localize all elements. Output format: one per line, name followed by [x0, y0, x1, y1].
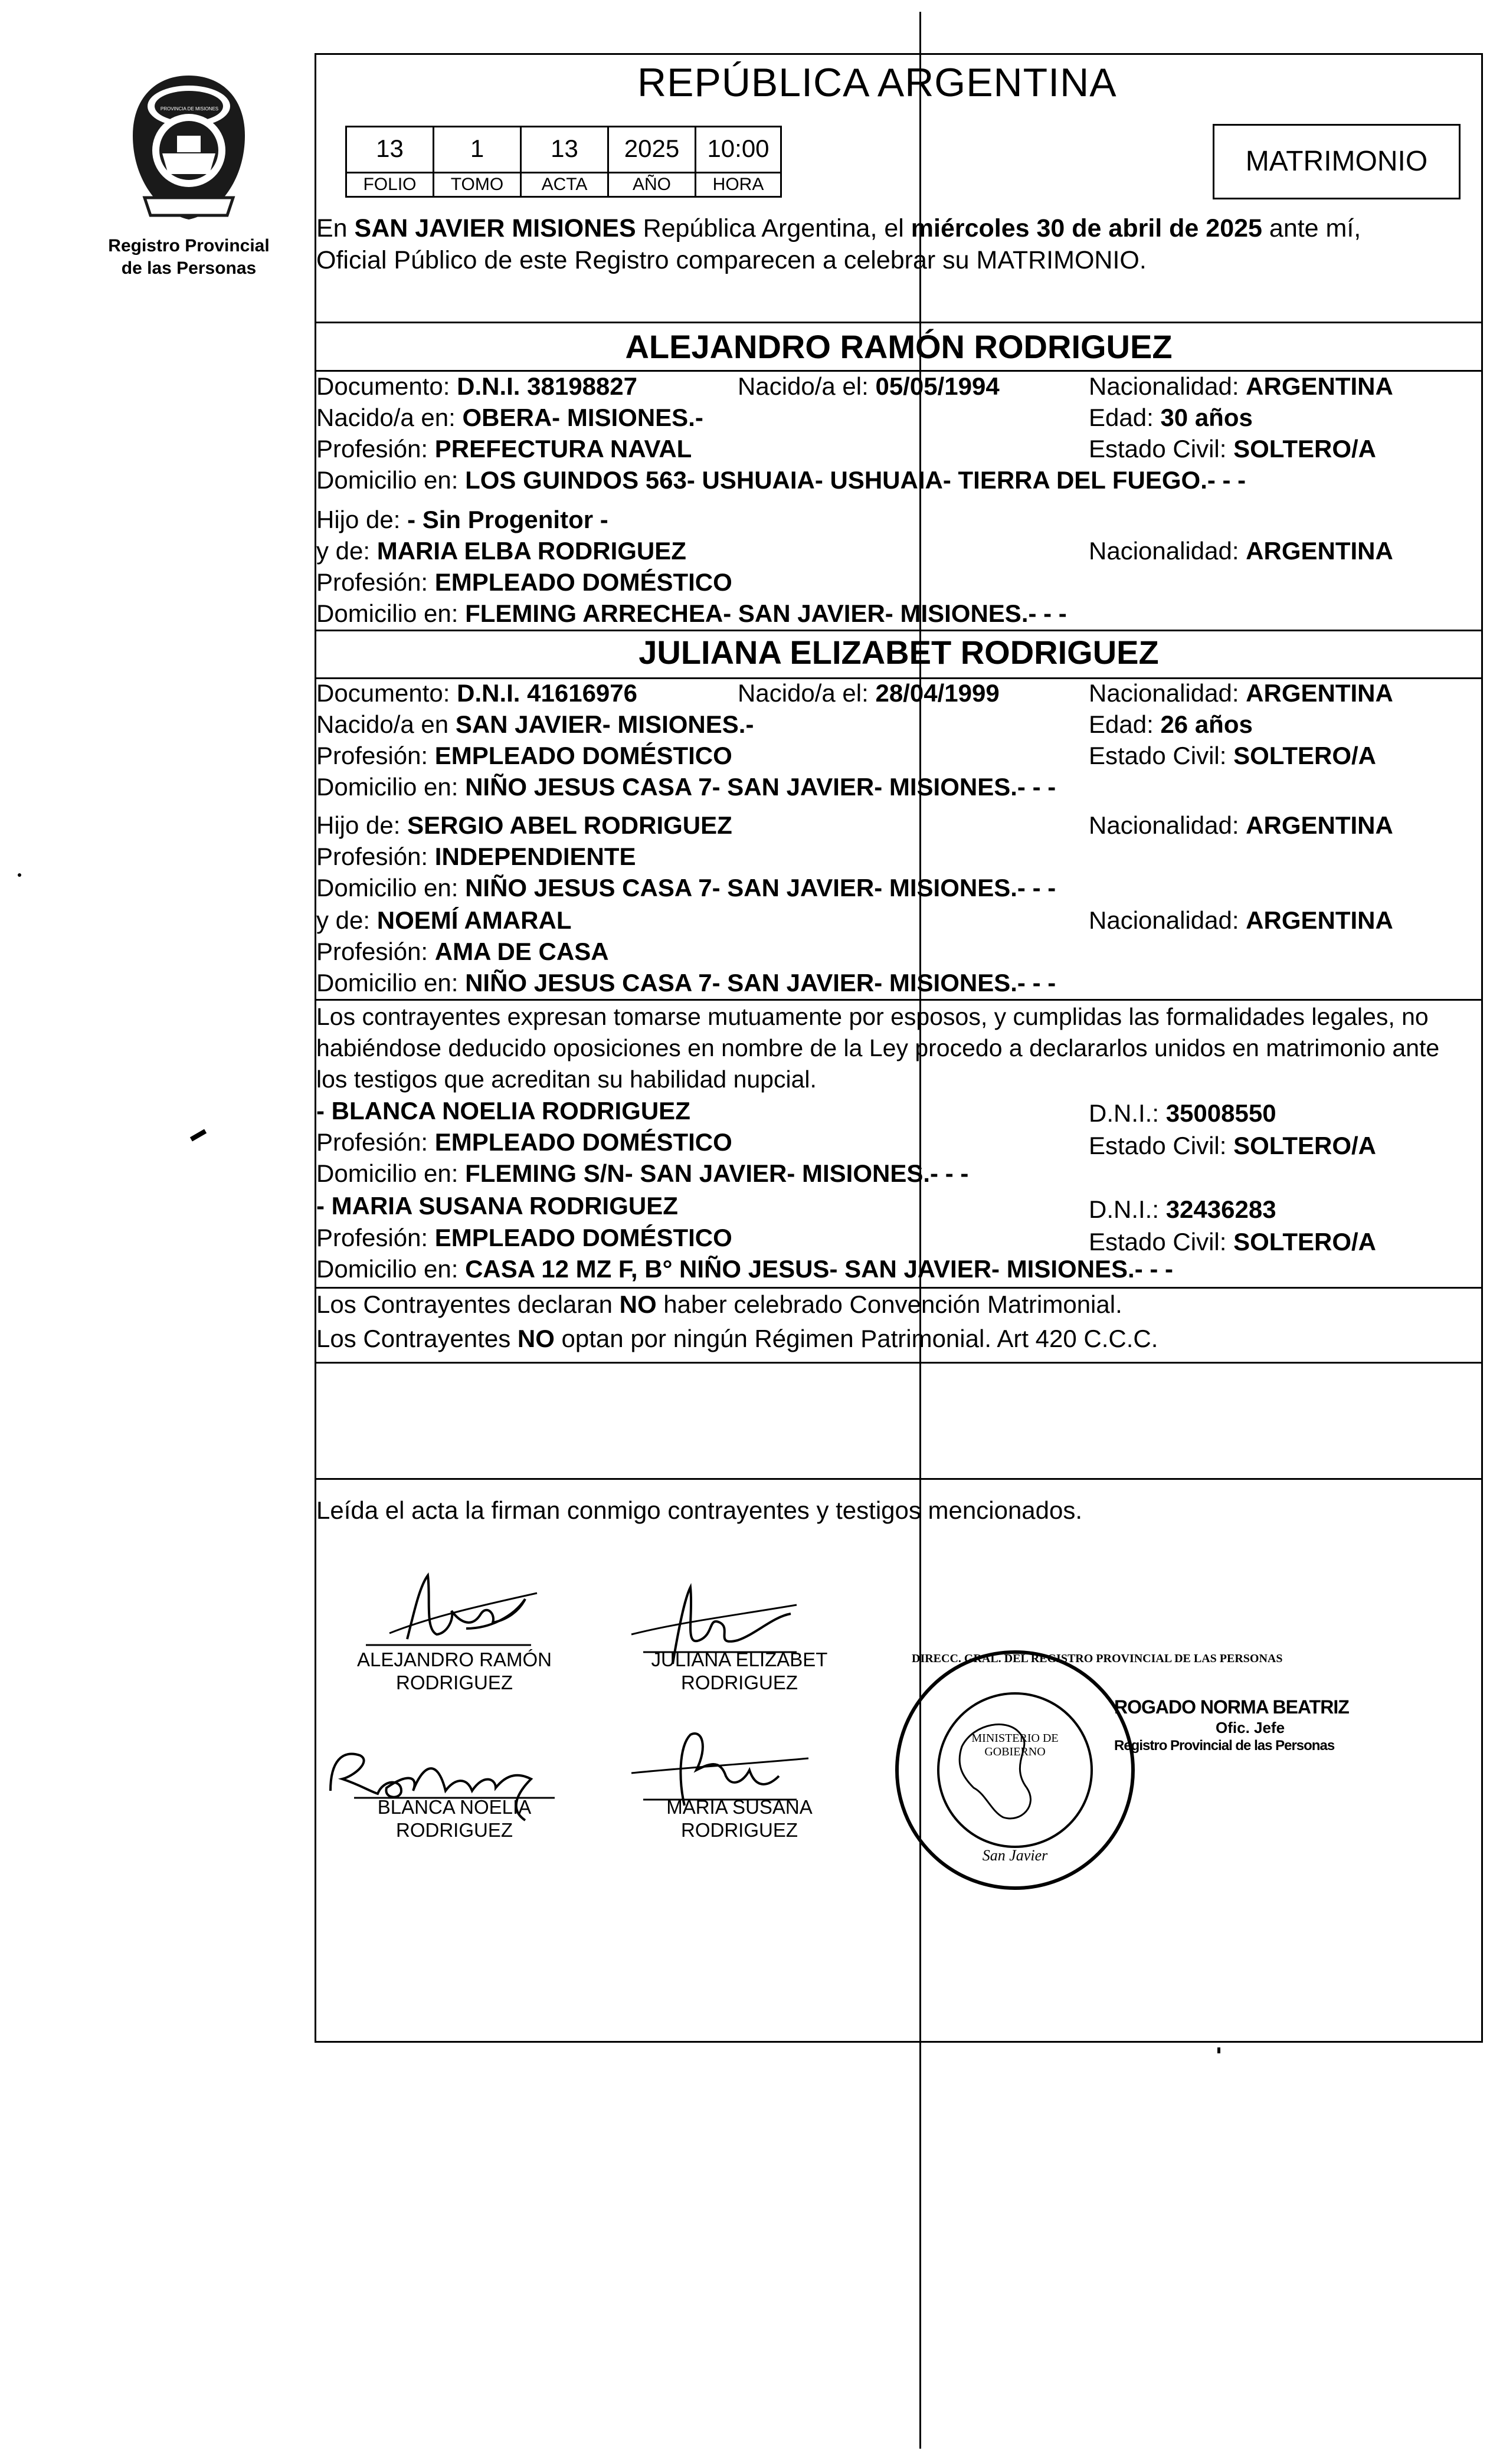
- convention-1: Los Contrayentes declaran NO haber celebrado Convención Matrimonial.: [316, 1290, 1122, 1318]
- spouse1-parent2-profession: Profesión: EMPLEADO DOMÉSTICO: [316, 568, 732, 596]
- spouse1-parent1: Hijo de: - Sin Progenitor -: [316, 506, 608, 533]
- declaration-line-1: Los contrayentes expresan tomarse mutuamente por esposos, y cumplidas las formalidades legales, no: [316, 1003, 1429, 1030]
- spouse2-birthdate: Nacido/a el: 28/04/1999: [738, 679, 1000, 707]
- tomo-value: 1: [434, 127, 522, 173]
- stamp-inner-text: MINISTERIO DE GOBIERNO: [971, 1732, 1059, 1758]
- spouse2-father-address: Domicilio en: NIÑO JESUS CASA 7- SAN JAVIER- MISIONES.- - -: [316, 874, 1056, 902]
- divider: [316, 999, 1481, 1001]
- signature-1-line2: RODRIGUEZ: [396, 1672, 513, 1693]
- stamp-place: San Javier: [982, 1847, 1048, 1864]
- spouse2-age: Edad: 26 años: [1089, 710, 1253, 738]
- spouse2-profession: Profesión: EMPLEADO DOMÉSTICO: [316, 742, 732, 769]
- spouse2-civil-status: Estado Civil: SOLTERO/A: [1089, 742, 1376, 769]
- stamp-ring-text: DIRECC. GRAL. DEL REGISTRO PROVINCIAL DE LAS PERSONAS: [912, 1652, 1283, 1665]
- spouse1-parent2-nationality: Nacionalidad: ARGENTINA: [1089, 537, 1393, 565]
- ceremony-place: SAN JAVIER MISIONES: [354, 214, 636, 243]
- spouse1-address: Domicilio en: LOS GUINDOS 563- USHUAIA- USHUAIA- TIERRA DEL FUEGO.- - -: [316, 466, 1246, 494]
- spouse2-name: JULIANA ELIZABET RODRIGUEZ: [638, 634, 1159, 671]
- tomo-label: TOMO: [434, 173, 522, 196]
- witness2-profession: Profesión: EMPLEADO DOMÉSTICO: [316, 1224, 732, 1251]
- spouse2-father-profession: Profesión: INDEPENDIENTE: [316, 843, 636, 870]
- spouse2-mother-profession: Profesión: AMA DE CASA: [316, 938, 609, 965]
- registry-logo: [121, 71, 257, 224]
- signature-2-line2: RODRIGUEZ: [681, 1672, 798, 1693]
- signature-4-line2: RODRIGUEZ: [681, 1819, 798, 1841]
- document-title: REPÚBLICA ARGENTINA: [637, 60, 1117, 105]
- scan-speck: [190, 1129, 207, 1142]
- divider: [316, 322, 1481, 323]
- spouse1-name: ALEJANDRO RAMÓN RODRIGUEZ: [625, 328, 1173, 365]
- signature-3-line1: BLANCA NOELIA: [377, 1796, 532, 1818]
- spouse2-mother-address: Domicilio en: NIÑO JESUS CASA 7- SAN JAVIER- MISIONES.- - -: [316, 969, 1056, 997]
- spouse2-father: Hijo de: SERGIO ABEL RODRIGUEZ: [316, 811, 732, 839]
- year-label: AÑO: [609, 173, 696, 196]
- witness1-name: - BLANCA NOELIA RODRIGUEZ: [316, 1097, 690, 1125]
- seal-text: PROVINCIA DE MISIONES: [160, 106, 219, 112]
- acta-label: ACTA: [522, 173, 609, 196]
- witness1-civil-status: Estado Civil: SOLTERO/A: [1089, 1132, 1376, 1159]
- spouse2-nationality: Nacionalidad: ARGENTINA: [1089, 679, 1393, 707]
- folio-value: 13: [347, 127, 434, 173]
- spouse1-nationality: Nacionalidad: ARGENTINA: [1089, 372, 1393, 400]
- signature-4-line1: MARIA SUSANA: [666, 1796, 813, 1818]
- signature-2-line1: JULIANA ELIZABET: [651, 1649, 828, 1670]
- witness1-profession: Profesión: EMPLEADO DOMÉSTICO: [316, 1128, 732, 1156]
- spouse1-birthdate: Nacido/a el: 05/05/1994: [738, 372, 1000, 400]
- closing-text: Leída el acta la firman conmigo contrayentes y testigos mencionados.: [316, 1496, 1083, 1524]
- witness1-dni: D.N.I.: 35008550: [1089, 1099, 1276, 1127]
- witness2-civil-status: Estado Civil: SOLTERO/A: [1089, 1228, 1376, 1256]
- official-role: Ofic. Jefe: [1216, 1719, 1285, 1736]
- registry-table: [345, 126, 782, 198]
- divider: [316, 630, 1481, 631]
- signature-1-scribble: [354, 1564, 549, 1652]
- spouse1-age: Edad: 30 años: [1089, 404, 1253, 431]
- spouse2-address: Domicilio en: NIÑO JESUS CASA 7- SAN JAVIER- MISIONES.- - -: [316, 773, 1056, 801]
- intro-line-2: Oficial Público de este Registro comparecen a celebrar su MATRIMONIO.: [316, 246, 1147, 274]
- witness2-address: Domicilio en: CASA 12 MZ F, B° NIÑO JESUS- SAN JAVIER- MISIONES.- - -: [316, 1255, 1174, 1283]
- spouse1-profession: Profesión: PREFECTURA NAVAL: [316, 435, 692, 463]
- divider: [316, 1478, 1481, 1480]
- convention-2: Los Contrayentes NO optan por ningún Régimen Patrimonial. Art 420 C.C.C.: [316, 1325, 1158, 1352]
- spouse2-father-nationality: Nacionalidad: ARGENTINA: [1089, 811, 1393, 839]
- hour-label: HORA: [712, 175, 764, 194]
- spouse2-birthplace: Nacido/a en SAN JAVIER- MISIONES.-: [316, 710, 754, 738]
- declaration-line-2: habiéndose deducido oposiciones en nombre de la Ley procedo a declararlos unidos en matrimonio ante: [316, 1034, 1440, 1061]
- divider: [316, 1287, 1481, 1289]
- witness2-name: - MARIA SUSANA RODRIGUEZ: [316, 1192, 678, 1220]
- spouse2-document: Documento: D.N.I. 41616976: [316, 679, 637, 707]
- year-value: 2025: [609, 127, 696, 173]
- act-type-box: [1213, 124, 1461, 199]
- intro-line-1: En SAN JAVIER MISIONES República Argentina, el miércoles 30 de abril de 2025 ante mí,: [316, 214, 1361, 243]
- spouse1-civil-status: Estado Civil: SOLTERO/A: [1089, 435, 1376, 463]
- signature-3-line2: RODRIGUEZ: [396, 1819, 513, 1841]
- acta-value: 13: [522, 127, 609, 173]
- divider: [316, 1362, 1481, 1364]
- spouse1-parent2: y de: MARIA ELBA RODRIGUEZ: [316, 537, 686, 565]
- spouse1-parent2-address: Domicilio en: FLEMING ARRECHEA- SAN JAVIER- MISIONES.- - -: [316, 599, 1067, 627]
- official-name: ROGADO NORMA BEATRIZ: [1114, 1696, 1349, 1718]
- ceremony-date: miércoles 30 de abril de 2025: [911, 214, 1262, 243]
- witness2-dni: D.N.I.: 32436283: [1089, 1195, 1276, 1223]
- signature-1-line1: ALEJANDRO RAMÓN: [356, 1649, 552, 1670]
- act-type: MATRIMONIO: [1245, 146, 1428, 177]
- logo-caption-line1: Registro Provincial: [108, 236, 270, 255]
- spouse2-mother-nationality: Nacionalidad: ARGENTINA: [1089, 906, 1393, 934]
- spouse1-birthplace: Nacido/a en: OBERA- MISIONES.-: [316, 404, 703, 431]
- witness1-address: Domicilio en: FLEMING S/N- SAN JAVIER- MISIONES.- - -: [316, 1159, 969, 1187]
- misiones-seal-icon: [121, 71, 257, 224]
- logo-caption-line2: de las Personas: [121, 258, 257, 278]
- scan-speck: [1217, 2047, 1220, 2053]
- declaration-line-3: los testigos que acreditan su habilidad nupcial.: [316, 1066, 817, 1093]
- hour-value: 10:00: [696, 127, 780, 173]
- spouse2-mother: y de: NOEMÍ AMARAL: [316, 906, 572, 934]
- folio-label: FOLIO: [347, 173, 434, 196]
- spouse1-document: Documento: D.N.I. 38198827: [316, 372, 637, 400]
- scan-speck: [18, 873, 21, 877]
- official-office: Registro Provincial de las Personas: [1114, 1738, 1335, 1754]
